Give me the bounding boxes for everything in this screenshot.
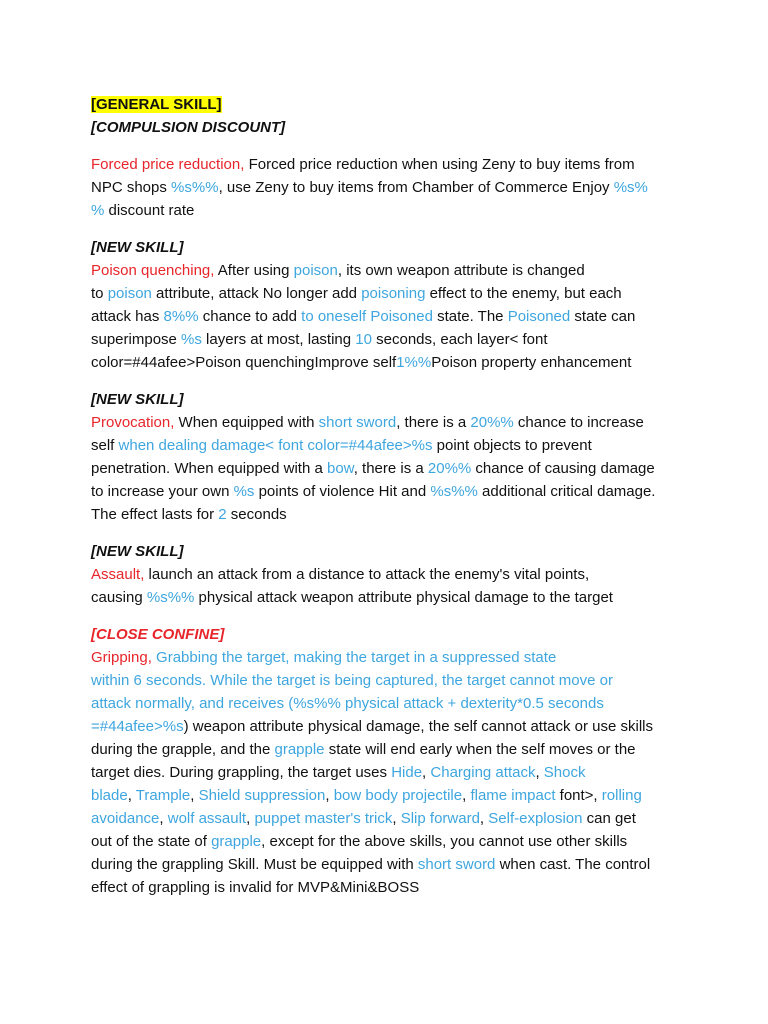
gripping-line-7 bbox=[91, 784, 691, 807]
provocation-line-2 bbox=[91, 434, 691, 457]
text: When equipped with bbox=[174, 414, 319, 431]
gripping-line-10 bbox=[91, 853, 691, 876]
gripping-line-3: attack normally, and receives (%s%% physical attack + dexterity*0.5 seconds bbox=[91, 695, 604, 712]
keyword: puppet master's trick bbox=[254, 810, 393, 827]
gripping-line-9 bbox=[91, 830, 691, 853]
text: , bbox=[392, 810, 401, 827]
gripping-line-1 bbox=[91, 646, 691, 669]
keyword: Charging attack bbox=[430, 764, 536, 781]
general-skill-heading bbox=[91, 93, 691, 116]
new-skill-heading: [NEW SKILL] bbox=[91, 239, 184, 256]
text: to increase your own bbox=[91, 483, 234, 500]
value: %s bbox=[233, 483, 255, 500]
text: , bbox=[325, 787, 334, 804]
text: state. The bbox=[432, 308, 508, 325]
keyword: to oneself Poisoned bbox=[301, 308, 433, 325]
provocation-line-1 bbox=[91, 411, 691, 434]
keyword: =#44afee>%s bbox=[91, 718, 184, 735]
gripping-line-6 bbox=[91, 761, 691, 784]
new-skill-heading: [NEW SKILL] bbox=[91, 391, 184, 408]
value: 20%% bbox=[470, 414, 514, 431]
text: , bbox=[535, 764, 544, 781]
text: out of the state of bbox=[91, 833, 212, 850]
text: Poison property enhancement bbox=[431, 354, 632, 371]
value: % bbox=[91, 202, 105, 219]
text: during the grappling Skill. Must be equipped with bbox=[91, 856, 418, 873]
text: chance to add bbox=[198, 308, 302, 325]
text: attack has bbox=[91, 308, 164, 325]
text: After using bbox=[214, 262, 294, 279]
value: 10 bbox=[355, 331, 372, 348]
value: %s%% bbox=[146, 589, 195, 606]
keyword: short sword bbox=[417, 856, 496, 873]
keyword: rolling bbox=[601, 787, 642, 804]
poison-line-2 bbox=[91, 282, 691, 305]
keyword: short sword bbox=[318, 414, 397, 431]
keyword: Slip forward bbox=[400, 810, 480, 827]
value: 1%% bbox=[396, 354, 432, 371]
value: 8%% bbox=[163, 308, 199, 325]
text: self bbox=[91, 437, 119, 454]
text: font>, bbox=[555, 787, 602, 804]
text: , its own weapon attribute is changed bbox=[337, 262, 585, 279]
new-skill-heading: [NEW SKILL] bbox=[91, 543, 184, 560]
text: can get bbox=[582, 810, 636, 827]
text: when cast. The control bbox=[495, 856, 651, 873]
text: , bbox=[159, 810, 168, 827]
text: , use Zeny to buy items from Chamber of Commerce Enjoy bbox=[218, 179, 614, 196]
text: additional critical damage. bbox=[477, 483, 656, 500]
text: , bbox=[462, 787, 471, 804]
text: state can bbox=[570, 308, 636, 325]
keyword: avoidance bbox=[91, 810, 160, 827]
text: during the grapple, and the bbox=[91, 741, 275, 758]
provocation-line-3 bbox=[91, 457, 691, 480]
forced-line-1 bbox=[91, 153, 691, 176]
text: , there is a bbox=[353, 460, 428, 477]
text: attribute, attack No longer add bbox=[151, 285, 362, 302]
keyword: grapple bbox=[274, 741, 325, 758]
keyword: blade bbox=[91, 787, 128, 804]
text: , bbox=[246, 810, 255, 827]
poison-line-3 bbox=[91, 305, 691, 328]
keyword: Shield suppression bbox=[198, 787, 326, 804]
value: 2 bbox=[218, 506, 227, 523]
keyword: poison bbox=[107, 285, 152, 302]
value: %s% bbox=[613, 179, 648, 196]
text: physical attack weapon attribute physical damage to the target bbox=[194, 589, 613, 606]
text: points of violence Hit and bbox=[254, 483, 431, 500]
text: The effect lasts for bbox=[91, 506, 219, 523]
poison-line-4 bbox=[91, 328, 691, 351]
keyword: wolf assault bbox=[167, 810, 247, 827]
skill-name: Assault, bbox=[91, 566, 145, 583]
text: color=#44afee>Poison quenchingImprove self bbox=[91, 354, 397, 371]
general-skill-label: [GENERAL SKILL] bbox=[91, 96, 222, 113]
value: %s%% bbox=[430, 483, 478, 500]
provocation-line-4 bbox=[91, 480, 691, 503]
text: discount rate bbox=[104, 202, 195, 219]
keyword: poison bbox=[293, 262, 338, 279]
assault-line-1 bbox=[91, 563, 691, 586]
keyword: Trample bbox=[135, 787, 191, 804]
text: , except for the above skills, you cannot use other skills bbox=[261, 833, 628, 850]
skill-name: Poison quenching, bbox=[91, 262, 215, 279]
value: %s%% bbox=[171, 179, 219, 196]
provocation-line-5 bbox=[91, 503, 691, 526]
text: state will end early when the self moves or the bbox=[324, 741, 636, 758]
text: seconds bbox=[226, 506, 287, 523]
text: target dies. During grappling, the target uses bbox=[91, 764, 392, 781]
text: Forced price reduction when using Zeny to buy items from bbox=[244, 156, 635, 173]
keyword: bow bbox=[327, 460, 354, 477]
assault-line-2 bbox=[91, 586, 691, 609]
keyword: Hide bbox=[391, 764, 423, 781]
text: NPC shops bbox=[91, 179, 172, 196]
text: superimpose bbox=[91, 331, 182, 348]
compulsion-discount-heading: [COMPULSION DISCOUNT] bbox=[91, 119, 286, 136]
value: %s bbox=[181, 331, 202, 348]
text: seconds, each layer< font bbox=[371, 331, 548, 348]
document-body bbox=[91, 93, 691, 899]
gripping-line-8 bbox=[91, 807, 691, 830]
text: launch an attack from a distance to attack the enemy's vital points, bbox=[144, 566, 590, 583]
gripping-line-4 bbox=[91, 715, 691, 738]
keyword: bow body projectile bbox=[333, 787, 463, 804]
text: ) weapon attribute physical damage, the self cannot attack or use skills bbox=[183, 718, 653, 735]
text: point objects to prevent bbox=[432, 437, 592, 454]
keyword: Poisoned bbox=[507, 308, 571, 325]
poison-line-1 bbox=[91, 259, 691, 282]
skill-name: Provocation, bbox=[91, 414, 175, 431]
keyword: poisoning bbox=[361, 285, 426, 302]
close-confine-heading: [CLOSE CONFINE] bbox=[91, 626, 225, 643]
forced-line-3 bbox=[91, 199, 691, 222]
text: chance of causing damage bbox=[471, 460, 655, 477]
keyword: grapple bbox=[211, 833, 262, 850]
gripping-line-11: effect of grappling is invalid for MVP&Mini&BOSS bbox=[91, 879, 420, 896]
gripping-line-5 bbox=[91, 738, 691, 761]
text: , bbox=[479, 810, 489, 827]
text: effect to the enemy, but each bbox=[425, 285, 622, 302]
text: layers at most, lasting bbox=[201, 331, 356, 348]
forced-line-2 bbox=[91, 176, 691, 199]
skill-name: Gripping, bbox=[91, 649, 152, 666]
text: , there is a bbox=[396, 414, 471, 431]
keyword: flame impact bbox=[470, 787, 556, 804]
keyword: Self-explosion bbox=[488, 810, 583, 827]
keyword: when dealing damage< font color=#44afee>%s bbox=[118, 437, 433, 454]
gripping-line-2: within 6 seconds. While the target is being captured, the target cannot move or bbox=[91, 672, 613, 689]
text: , bbox=[422, 764, 431, 781]
value: 20%% bbox=[427, 460, 472, 477]
keyword: Shock bbox=[543, 764, 586, 781]
text: causing bbox=[91, 589, 147, 606]
keyword: Grabbing the target, making the target in a suppressed state bbox=[151, 649, 557, 666]
text: chance to increase bbox=[513, 414, 644, 431]
skill-name: Forced price reduction, bbox=[91, 156, 245, 173]
poison-line-5 bbox=[91, 351, 691, 374]
text: to bbox=[91, 285, 108, 302]
text: , bbox=[190, 787, 199, 804]
text: penetration. When equipped with a bbox=[91, 460, 327, 477]
text: , bbox=[127, 787, 136, 804]
